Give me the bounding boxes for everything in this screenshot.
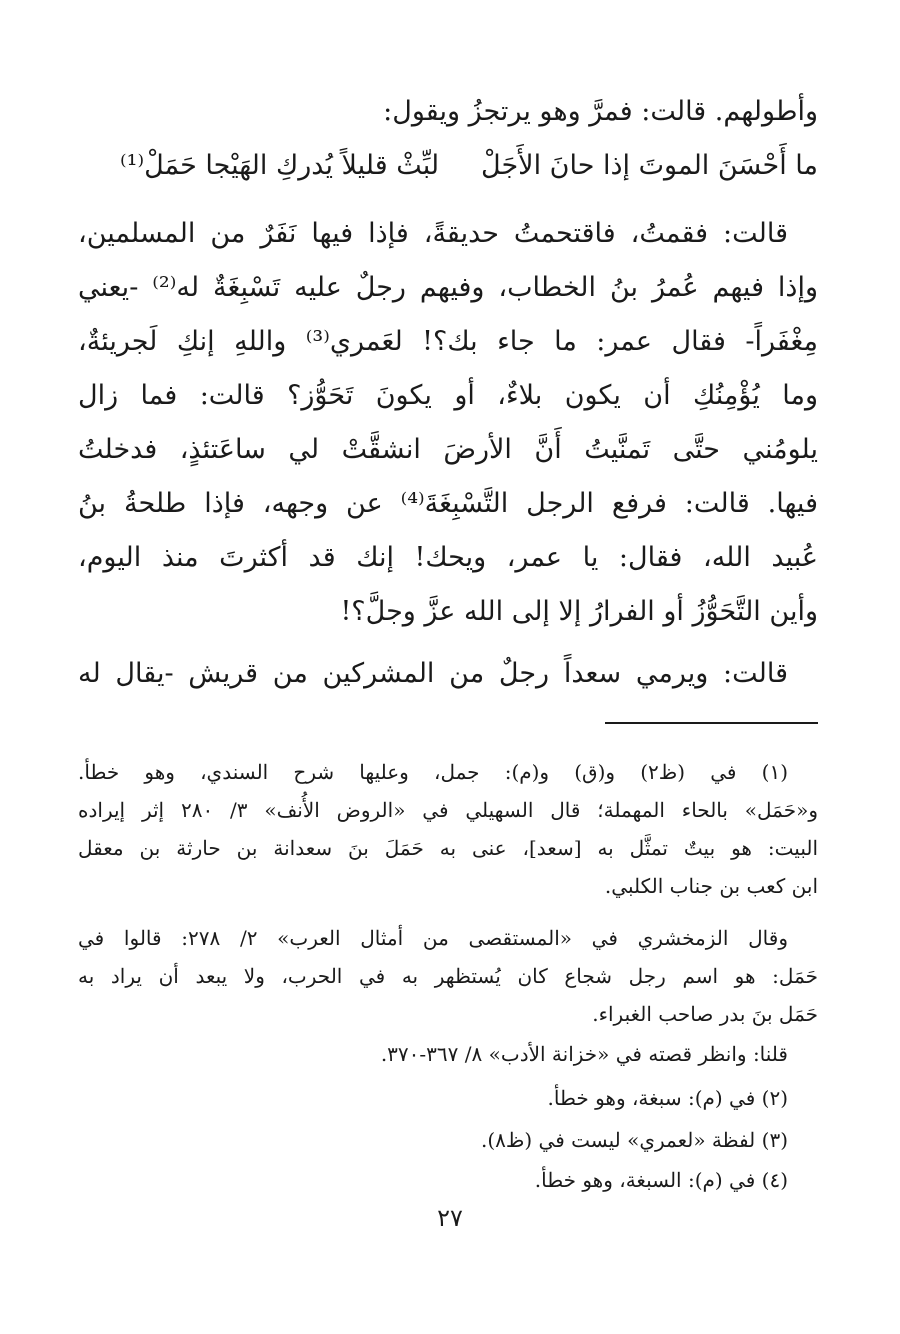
footnote-4: (٤) في (م): السبغة، وهو خطأ.	[534, 1168, 788, 1192]
footnote-1-line-1: (١) في (ظ٢) و(ق) و(م): جمل، وعليها شرح السندي، وهو خطأ.	[78, 760, 788, 784]
footnote-1-line-8: قلنا: وانظر قصته في «خزانة الأدب» ٨/ ٣٦٧-٣٧٠.	[380, 1042, 788, 1066]
verse-hemistich-right: لبِّثْ قليلاً يُدركِ الهَيْجا حَمَلْ⁽¹⁾	[120, 150, 440, 181]
footnote-1-line-3: البيت: هو بيتٌ تمثَّل به [سعد]، عنى به حَمَلَ بنَ سعدانة بن حارثة بن معقل	[78, 836, 818, 860]
footnote-1-line-2: و«حَمَل» بالحاء المهملة؛ قال السهيلي في «الروض الأُنف» ٣/ ٢٨٠ إثر إيراده	[78, 798, 818, 822]
body-line-p2-5: يلومُني حتَّى تَمنَّيتُ أَنَّ الأرضَ انشقَّتْ لي ساعَتئذٍ، فدخلتُ	[78, 434, 818, 465]
body-line-p2-6: فيها. قالت: فرفع الرجل التَّسْبِغَةَ⁽⁴⁾ عن وجهه، فإذا طلحةُ بنُ	[78, 488, 818, 519]
body-line-p2-4: وما يُؤْمِنُكِ أن يكون بلاءٌ، أو يكونَ تَحَوُّز؟ قالت: فما زال	[78, 380, 818, 411]
body-line-p2-7: عُبيد الله، فقال: يا عمر، ويحك! إنك قد أكثرتَ منذ اليوم،	[78, 542, 818, 573]
footnote-2: (٢) في (م): سبغة، وهو خطأ.	[547, 1086, 788, 1110]
page-number: ٢٧	[437, 1204, 463, 1232]
footnote-1-line-6: حَمَل: هو اسم رجل شجاع كان يُستظهر به في الحرب، ولا يبعد أن يراد به	[78, 964, 818, 988]
footnote-1-line-7: حَمَل بنَ بدر صاحب الغبراء.	[592, 1002, 818, 1026]
footnote-1-line-5: وقال الزمخشري في «المستقصى من أمثال العرب» ٢/ ٢٧٨: قالوا في	[78, 926, 788, 950]
body-line-p2-8: وأين التَّحَوُّزُ أو الفرارُ إلا إلى الله عزَّ وجلَّ؟!	[340, 596, 818, 627]
footnote-1-line-4: ابن كعب بن جناب الكلبي.	[604, 874, 818, 898]
footnote-3: (٣) لفظة «لعمري» ليست في (ظ٨).	[480, 1128, 788, 1152]
footnote-separator	[605, 722, 818, 724]
body-line-1: وأطولهم. قالت: فمرَّ وهو يرتجزُ ويقول:	[383, 96, 818, 127]
body-line-p2-1: قالت: فقمتُ، فاقتحمتُ حديقةً، فإذا فيها نَفَرٌ من المسلمين،	[78, 218, 788, 249]
body-line-p3-1: قالت: ويرمي سعداً رجلٌ من المشركين من قريش -يقال له	[78, 658, 788, 689]
verse-hemistich-left: ما أَحْسَنَ الموتَ إذا حانَ الأَجَلْ	[481, 150, 818, 181]
body-line-p2-2: وإذا فيهم عُمرُ بنُ الخطاب، وفيهم رجلٌ عليه تَسْبِغَةٌ له⁽²⁾ -يعني	[78, 272, 818, 303]
body-line-p2-3: مِغْفَراً- فقال عمر: ما جاء بك؟! لعَمري⁽³⁾ واللهِ إنكِ لَجريئةٌ،	[78, 326, 818, 357]
